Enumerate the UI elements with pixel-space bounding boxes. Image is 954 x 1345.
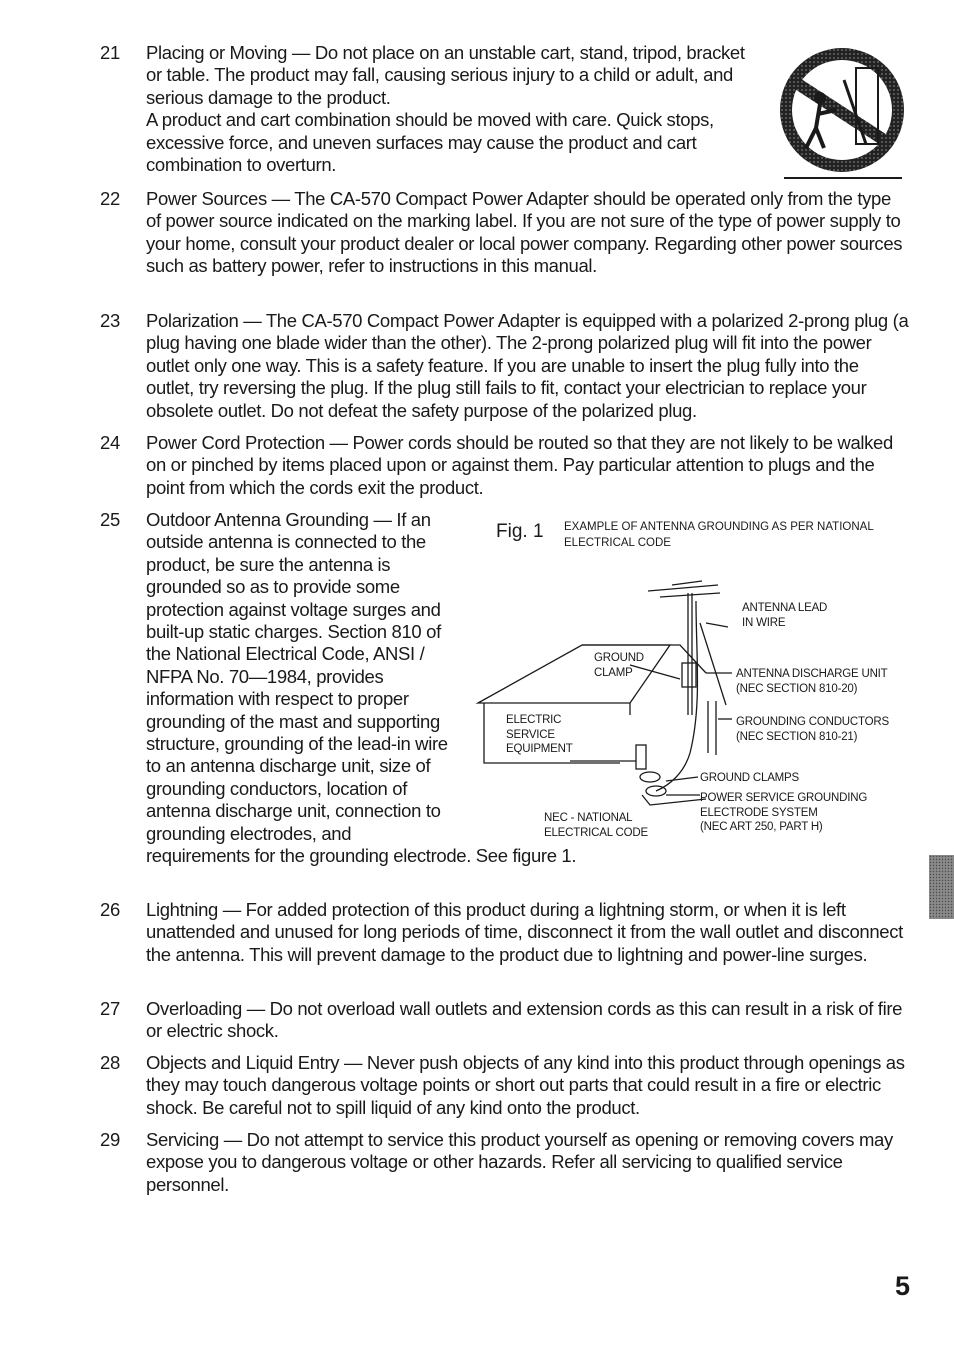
label-grounding-conductors: GROUNDING CONDUCTORS (NEC SECTION 810-21) [736,716,889,743]
label-nec: NEC - NATIONAL ELECTRICAL CODE [544,812,648,839]
label-ground-clamp: GROUND CLAMP [594,652,644,679]
item-text: Lightning — For added protection of this product during a lightning storm, or when it is left unattended and unused for long periods of time, disconnect it from the wall outlet and disconnect the antenna. This will prevent damage to the product due to lightning and power-line surges. [146,899,903,965]
item-text: Servicing — Do not attempt to service this product yourself as opening or removing covers may expose you to dangerous voltage or other hazards. Refer all servicing to qualified service personnel. [146,1129,893,1195]
item-number: 29 [100,1129,120,1150]
label-antenna-lead: ANTENNA LEAD IN WIRE [742,602,828,629]
antenna-grounding-figure [470,505,910,855]
item-number: 22 [100,188,120,209]
section-thumb-tab [929,855,954,919]
item-text: Outdoor Antenna Grounding — If an outside antenna is connected to the product, be sure the antenna is grounded so as to provide some protection against voltage surges and built-up static charges. Section 810 of the National Electrical Code, ANSI / NFPA No. 70—1984, provides information with respect to proper grounding of the mast and supporting structure, grounding of the lead-in wire to an antenna discharge unit, size of grounding conductors, location of antenna discharge unit, connection to grounding electrodes, and [146,509,448,844]
item-number: 23 [100,310,120,331]
item-number: 21 [100,42,120,63]
item-text: Objects and Liquid Entry — Never push objects of any kind into this product through openings as they may touch dangerous voltage points or short out parts that could result in a fire or electric shock. Be careful not to spill liquid of any kind onto the product. [146,1052,905,1118]
item-text: Polarization — The CA-570 Compact Power Adapter is equipped with a polarized 2-prong plug (a plug having one blade wider than the other). The 2-prong polarized plug will fit into the power outlet only one way. This is a safety feature. If you are unable to insert the plug fully into the outlet, try reversing the plug. If the plug still fails to fit, contact your electrician to replace your obsolete outlet. Do not defeat the safety purpose of the polarized plug. [146,310,909,421]
item-number: 24 [100,432,120,453]
cart-warning-icon [776,44,906,184]
item-number: 25 [100,509,120,530]
label-power-grounding: POWER SERVICE GROUNDING ELECTRODE SYSTEM (NEC ART 250, PART H) [700,792,868,833]
figure-title: Fig. 1 [496,521,544,542]
item-text: Power Sources — The CA-570 Compact Power Adapter should be operated only from the type of power source indicated on the marking label. If you are not sure of the type of power supply to your home, consult your product dealer or local power company. Regarding other power sources such as battery power, refer to instructions in this manual. [146,188,903,277]
item-number: 28 [100,1052,120,1073]
item-text-continued: requirements for the grounding electrode. See figure 1. [146,845,577,867]
label-ground-clamps: GROUND CLAMPS [700,772,799,784]
item-number: 27 [100,998,120,1019]
item-text: Placing or Moving — Do not place on an unstable cart, stand, tripod, bracket or table. The product may fall, causing serious injury to a child or adult, and serious damage to the product. [146,42,745,108]
item-text: Overloading — Do not overload wall outlets and extension cords as this can result in a risk of fire or electric shock. [146,998,903,1042]
label-electric-service: ELECTRIC SERVICE EQUIPMENT [506,714,573,755]
item-text-continued: A product and cart combination should be moved with care. Quick stops, excessive force, and uneven surfaces may cause the product and cart combination to overturn. [146,109,714,176]
figure-caption: EXAMPLE OF ANTENNA GROUNDING AS PER NATIONAL ELECTRICAL CODE [564,521,874,549]
item-number: 26 [100,899,120,920]
label-discharge-unit: ANTENNA DISCHARGE UNIT (NEC SECTION 810-20) [736,668,888,695]
item-text: Power Cord Protection — Power cords should be routed so that they are not likely to be walked on or pinched by items placed upon or against them. Pay particular attention to plugs and the point from which the cords exit the product. [146,432,893,498]
page-number: 5 [894,1271,910,1301]
